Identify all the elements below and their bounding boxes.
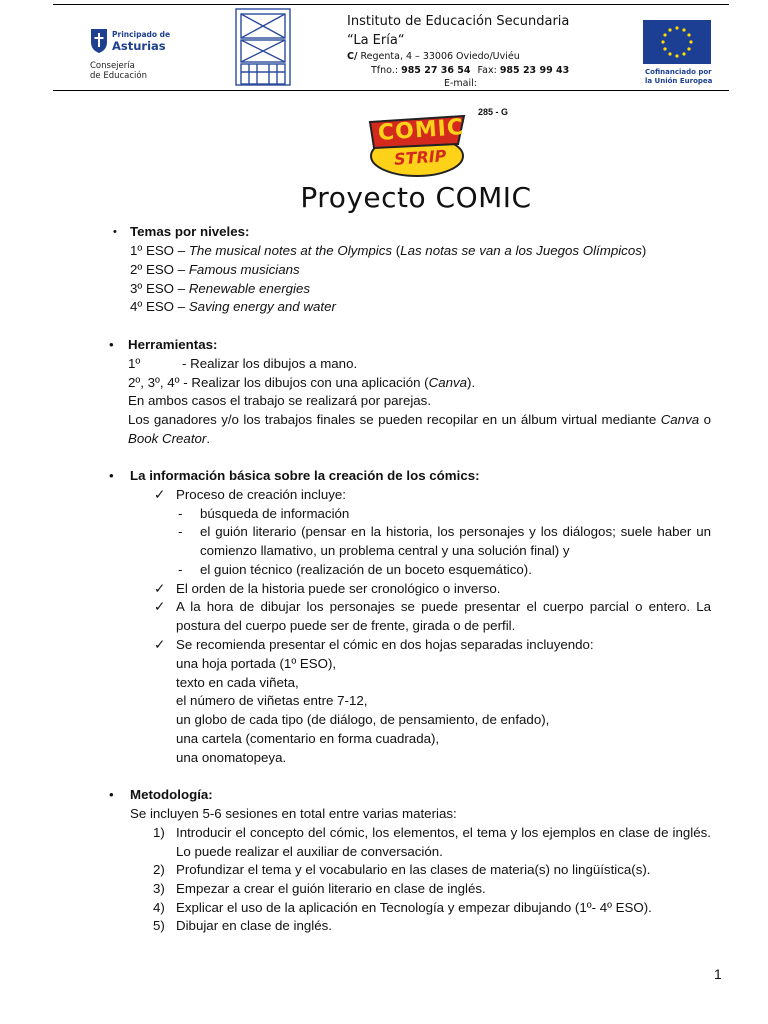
dash-marker: - [178,524,183,539]
metodologia-heading: Metodología: [130,787,213,802]
comic-logo-text: COMIC [377,115,465,146]
sublist-item: el número de viñetas entre 7-12, [176,693,368,708]
fax-label: Fax: [477,65,497,76]
header-bottom-rule [53,90,729,91]
herramientas-line4-a: Los ganadores y/o los trabajos finales se pueden recopilar en un álbum virtual mediante [128,412,661,427]
tema-line-2 [130,261,300,280]
herramientas-line4 [128,411,711,449]
herramientas-line1-level: 1º [128,356,141,371]
page-number: 1 [714,966,722,982]
temas-bullet: • [113,226,117,238]
school-email-label: E-mail: [444,78,477,89]
tema-line-3 [130,280,310,299]
step-number: 3) [153,881,165,896]
tema-close-paren: ) [641,243,647,258]
herramientas-line2-b: ). [467,375,476,390]
document-code: 285 - G [478,107,509,117]
herramientas-heading: Herramientas: [128,337,218,352]
tema-level: 2º ESO – [130,262,189,277]
school-building-logo [235,8,291,86]
herramientas-bullet: • [109,337,114,352]
eu-line2: la Unión Europea [645,77,713,85]
tema-translation: Las notas se van a los Juegos Olímpicos [400,243,642,258]
step-number: 4) [153,900,165,915]
comic-strip-logo [358,108,476,182]
asturias-line3: Consejería [90,61,135,71]
info-dash1: búsqueda de información [200,506,350,521]
herramientas-line1-text: - Realizar los dibujos a mano. [182,356,358,371]
school-phone-fax [371,65,569,76]
step-text: Dibujar en clase de inglés. [176,918,332,933]
tema-level: 1º ESO – [130,243,189,258]
metodologia-bullet: • [109,787,114,802]
tel-label: Tfno.: [371,65,399,76]
tema-open-paren: ( [392,243,401,258]
herramientas-line4-book: Book Creator [128,430,207,446]
asturias-logo [90,28,185,83]
step-number: 5) [153,918,165,933]
dash-marker: - [178,562,183,577]
info-dash3: el guion técnico (realización de un boceto esquemático). [200,562,532,577]
info-bullet: • [109,468,114,483]
school-subname: “La Ería“ [347,33,405,48]
info-heading: La información básica sobre la creación de los cómics: [130,468,480,483]
check-icon: ✓ [154,487,166,502]
sublist-item: una cartela (comentario en forma cuadrada), [176,731,440,746]
eu-flag-icon [643,20,711,64]
step-text: Empezar a crear el guión literario en clase de inglés. [176,881,486,896]
temas-heading: Temas por niveles: [130,224,250,239]
tema-topic: Saving energy and water [188,299,336,314]
asturias-line4: de Educación [90,71,147,81]
info-dash2: el guión literario (pensar en la historia, los personajes y los diálogos; suele haber un comienzo llamativo, un problema central y una solución final) y [200,524,711,558]
herramientas-line4-end: . [206,430,211,446]
step-number: 2) [153,862,165,877]
herramientas-line4-o: o [699,412,711,427]
tema-topic: The musical notes at the Olympics [188,243,393,258]
tema-level: 3º ESO – [130,281,189,296]
tema-line-4 [130,298,336,317]
address-text: Regenta, 4 – 33006 Oviedo/Uviéu [360,51,520,62]
step-text: Profundizar el tema y el vocabulario en las clases de materia(s) no lingüística(s). [176,862,651,877]
building-icon [235,8,291,86]
step-text: Explicar el uso de la aplicación en Tecnología y empezar dibujando (1º- 4º ESO). [176,900,652,915]
fax-value: 985 23 99 43 [499,65,570,76]
school-name: Instituto de Educación Secundaria [347,14,570,29]
herramientas-line4-canva: Canva [660,412,700,427]
info-check1: Proceso de creación incluye: [176,487,346,502]
info-check3: A la hora de dibujar los personajes se puede presentar el cuerpo parcial o entero. La postura del cuerpo puede ser de frente, girada o de perfil. [176,599,711,633]
check-icon: ✓ [154,581,166,596]
school-address [347,51,520,62]
check-icon: ✓ [154,637,166,652]
sublist-item: una onomatopeya. [176,750,287,765]
header-top-rule [53,4,729,5]
herramientas-line2-a: 2º, 3º, 4º - Realizar los dibujos con una aplicación ( [128,375,429,390]
herramientas-line2-canva: Canva [428,375,468,390]
info-check4: Se recomienda presentar el cómic en dos hojas separadas incluyendo: [176,637,594,652]
dash-marker: - [178,506,183,521]
page-title: Proyecto COMIC [300,181,532,214]
step-text: Introducir el concepto del cómic, los elementos, el tema y los ejemplos en clase de inglés. Lo puede realizar el auxiliar de conversación. [176,825,711,859]
herramientas-line2 [128,374,475,393]
tema-line-1 [130,242,646,261]
info-check2: El orden de la historia puede ser cronológico o inverso. [176,581,501,596]
sublist-item: un globo de cada tipo (de diálogo, de pensamiento, de enfado), [176,712,550,727]
tema-topic: Renewable energies [188,281,311,296]
address-prefix: C/ [347,51,358,62]
tema-topic: Famous musicians [188,262,300,277]
asturias-line2: Asturias [112,39,166,53]
eu-line1: Cofinanciado por [645,68,712,76]
eu-logo [643,20,713,86]
herramientas-line3: En ambos casos el trabajo se realizará por parejas. [128,393,432,408]
sublist-item: una hoja portada (1º ESO), [176,656,337,671]
strip-logo-text: STRIP [393,146,448,169]
sublist-item: texto en cada viñeta, [176,675,299,690]
asturias-line1: Principado de [112,30,171,39]
step-number: 1) [153,825,165,840]
tema-level: 4º ESO – [130,299,189,314]
tel-value: 985 27 36 54 [401,65,471,76]
asturias-crest-icon [90,28,108,54]
check-icon: ✓ [154,599,166,614]
metodologia-intro: Se incluyen 5-6 sesiones en total entre varias materias: [130,806,457,821]
